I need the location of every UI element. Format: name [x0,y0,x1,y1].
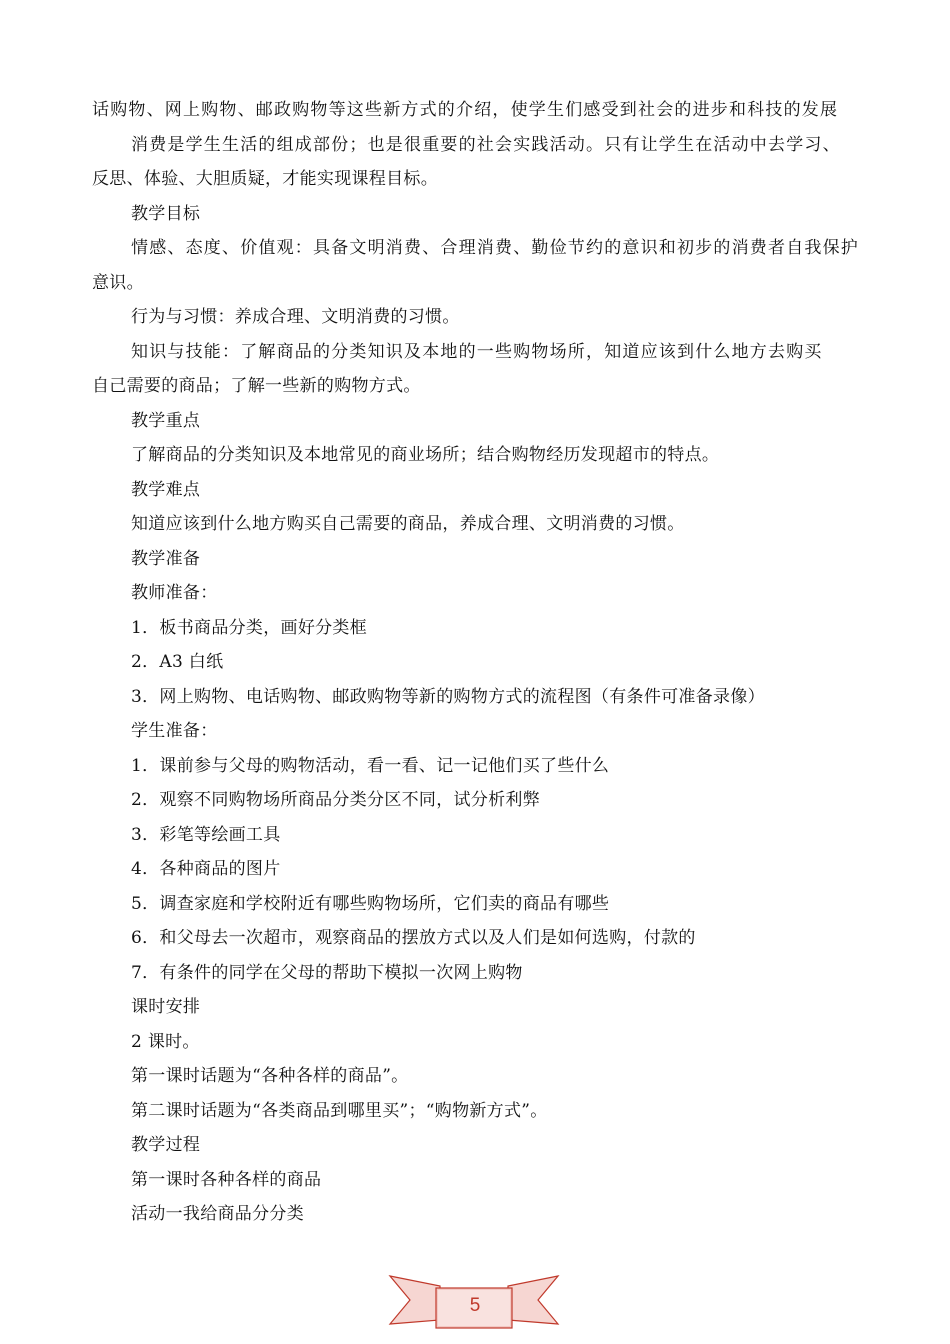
paragraph-line: 活动一我给商品分分类 [131,1204,304,1224]
list-item: 2．观察不同购物场所商品分类分区不同，试分析利弊 [131,790,541,810]
list-item: 2．A3 白纸 [131,652,224,672]
section-heading: 教学目标 [131,204,201,224]
section-heading: 教学过程 [131,1135,201,1155]
paragraph-line: 行为与习惯：养成合理、文明消费的习惯。 [131,307,460,327]
paragraph-line: 情感、态度、价值观：具备文明消费、合理消费、勤俭节约的意识和初步的消费者自我保护 [131,238,859,258]
paragraph-line: 第一课时话题为“各种各样的商品”。 [131,1066,409,1086]
paragraph-line: 自己需要的商品；了解一些新的购物方式。 [92,376,421,396]
paragraph-line: 意识。 [92,273,144,293]
list-item: 6．和父母去一次超市，观察商品的摆放方式以及人们是如何选购，付款的 [131,928,696,948]
list-item: 7．有条件的同学在父母的帮助下模拟一次网上购物 [131,963,523,983]
paragraph-line: 教师准备： [131,583,218,603]
paragraph-line: 第一课时各种各样的商品 [131,1170,322,1190]
section-heading: 教学难点 [131,480,201,500]
paragraph-line: 学生准备： [131,721,218,741]
list-item: 3．网上购物、电话购物、邮政购物等新的购物方式的流程图（有条件可准备录像） [131,687,765,707]
list-item: 5．调查家庭和学校附近有哪些购物场所，它们卖的商品有哪些 [131,894,610,914]
section-heading: 课时安排 [131,997,201,1017]
page-number: 5 [469,1295,481,1316]
list-item: 1．课前参与父母的购物活动，看一看、记一记他们买了些什么 [131,756,610,776]
paragraph-line: 了解商品的分类知识及本地常见的商业场所；结合购物经历发现超市的特点。 [131,445,720,465]
section-heading: 教学重点 [131,411,201,431]
paragraph-line: 2 课时。 [131,1032,200,1052]
paragraph-line: 知道应该到什么地方购买自己需要的商品，养成合理、文明消费的习惯。 [131,514,685,534]
list-item: 4．各种商品的图片 [131,859,281,879]
paragraph-line: 知识与技能：了解商品的分类知识及本地的一些购物场所，知道应该到什么地方去购买 [131,342,823,362]
paragraph-line: 反思、体验、大胆质疑，才能实现课程目标。 [92,169,438,189]
list-item: 3．彩笔等绘画工具 [131,825,281,845]
paragraph-line: 第二课时话题为“各类商品到哪里买”；“购物新方式”。 [131,1101,548,1121]
paragraph-line: 消费是学生生活的组成部份；也是很重要的社会实践活动。只有让学生在活动中去学习、 [131,135,841,155]
list-item: 1．板书商品分类，画好分类框 [131,618,368,638]
section-heading: 教学准备 [131,549,201,569]
paragraph-line: 话购物、网上购物、邮政购物等这些新方式的介绍，使学生们感受到社会的进步和科技的发展 [92,100,839,120]
